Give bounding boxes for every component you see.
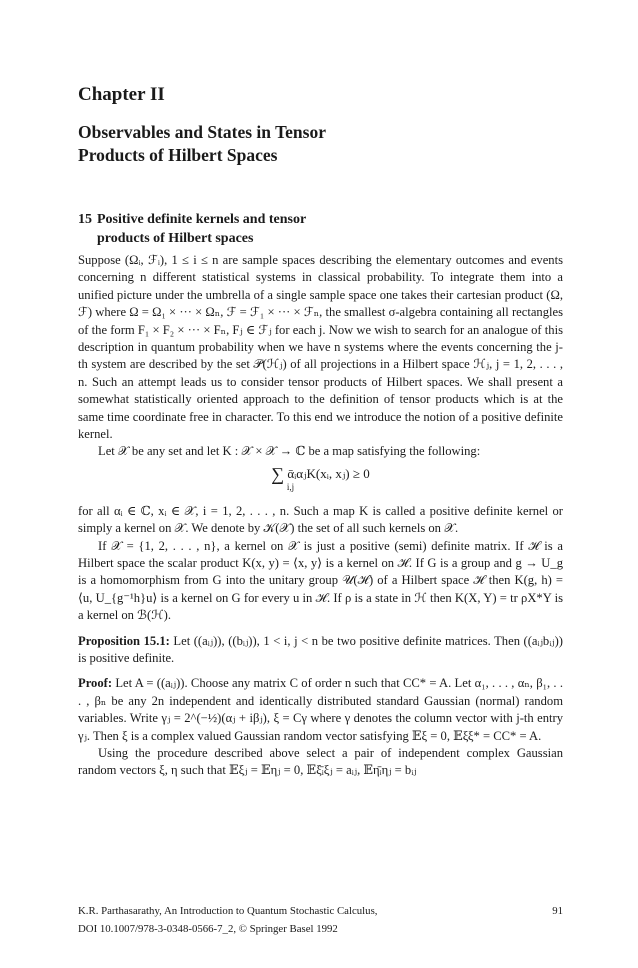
page-number: 91 [552, 905, 563, 917]
paragraph-intro: Suppose (Ωᵢ, ℱᵢ), 1 ≤ i ≤ n are sample spaces describing the elementary outcomes and events concerning n different statistical systems in classical probability. To integrate them into a unified picture under the umbrella of a single sample space one takes their cartesian product (Ω, ℱ) where Ω = Ω₁ × ··· × Ωₙ, ℱ = ℱ₁ × ··· × ℱₙ, the smallest σ-algebra containing all rectangles of the form F₁ × F₂ × ··· × Fₙ, Fⱼ ∈ ℱⱼ for each j. Now we wish to search for an analogue of this description in quantum probability when we have n systems where the events concerning the j-th system are described by the set 𝒫(ℋⱼ) of all projections in a Hilbert space ℋⱼ, j = 1, 2, . . . , n. Such an attempt leads us to consider tensor products of Hilbert spaces. We shall present a somewhat statistically oriented approach to the definition of tensor products which is at the same time coordinate free in character. To this end we introduce the notion of a positive definite kernel. [78, 253, 563, 442]
chapter-title [78, 121, 326, 167]
paragraph-examples: If 𝒳 = {1, 2, . . . , n}, a kernel on 𝒳 is just a positive (semi) definite matrix. If ℋ is a Hilbert space the scalar product K(x, y) = ⟨x, y⟩ is a kernel on ℋ. If G is a group and g → U_g is a homomorphism from G into the unitary group 𝒰(ℋ) of a Hilbert space ℋ then K(g, h) = ⟨u, U_{g⁻¹h}u⟩ is a kernel on G for every u in ℋ. If ρ is a state in ℋ then K(X, Y) = tr ρX*Y is a kernel on ℬ(ℋ). [78, 538, 563, 623]
paragraph-procedure: Using the procedure described above select a pair of independent complex Gaussian random vectors ξ, η such that 𝔼ξⱼ = 𝔼ηⱼ = 0, 𝔼ξ̄ᵢξⱼ = aᵢⱼ, 𝔼η̄ᵢηⱼ = bᵢⱼ [78, 745, 563, 778]
footer-citation: K.R. Parthasarathy, An Introduction to Quantum Stochastic Calculus, [78, 905, 378, 917]
proof-label: Proof: [78, 676, 113, 691]
page-footer [78, 902, 563, 938]
chapter-heading: Chapter II [78, 84, 165, 105]
section-number: 15 [78, 212, 92, 227]
section-title-line-2: products of Hilbert spaces [97, 231, 254, 246]
chapter-title-line-1: Observables and States in Tensor [78, 122, 326, 142]
display-equation [78, 465, 563, 497]
proposition-label: Proposition 15.1: [78, 633, 170, 648]
sum-symbol: ∑ [271, 463, 285, 484]
footer-doi: DOI 10.1007/978-3-0348-0566-7_2, © Springer Basel 1992 [78, 923, 338, 935]
proof-text: Let A = ((aᵢⱼ)). Choose any matrix C of order n such that CC* = A. Let α₁, . . . , αₙ, β₁, . . . , βₙ be any 2n independent and identically distributed standard Gaussian (normal) random variables. Write γⱼ = 2^(−½)(αⱼ + iβⱼ), ξ = Cγ where γ denotes the column vector with j-th entry γⱼ. Then ξ is a complex valued Gaussian random vector satisfying 𝔼ξ = 0, 𝔼ξξ* = CC* = A. [78, 676, 563, 743]
paragraph-kernel-name: for all αᵢ ∈ ℂ, xᵢ ∈ 𝒳, i = 1, 2, . . . , n. Such a map K is called a positive definite kernel or simply a kernel on 𝒳. We denote by 𝒦(𝒳) the set of all such kernels on 𝒳. [78, 503, 563, 536]
section-title-line-1: Positive definite kernels and tensor [97, 212, 307, 227]
proposition [78, 633, 563, 668]
section-heading [78, 210, 306, 248]
paragraph-kernel-def: Let 𝒳 be any set and let K : 𝒳 × 𝒳 → ℂ be a map satisfying the following: [98, 444, 481, 459]
equation-body: ᾱᵢαⱼK(xᵢ, xⱼ) ≥ 0 [287, 465, 370, 481]
proposition-text: Let ((aᵢⱼ)), ((bᵢⱼ)), 1 < i, j < n be two positive definite matrices. Then ((aᵢⱼbᵢⱼ)) is positive definite. [78, 633, 563, 665]
chapter-title-line-2: Products of Hilbert Spaces [78, 145, 278, 165]
body-text [78, 252, 563, 780]
proof [78, 675, 563, 745]
sum-subscript: i,j [286, 482, 295, 493]
